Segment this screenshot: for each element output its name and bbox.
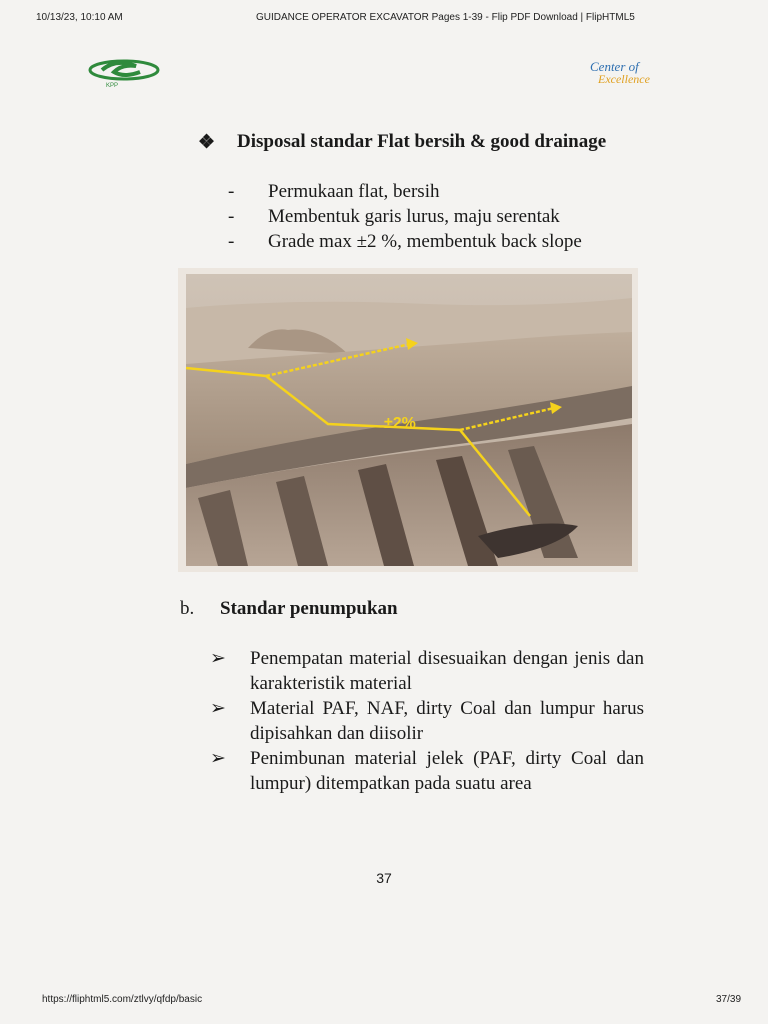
print-title: GUIDANCE OPERATOR EXCAVATOR Pages 1-39 - Flip PDF Download | FlipHTML5 <box>256 12 635 23</box>
print-datetime: 10/13/23, 10:10 AM <box>36 12 123 23</box>
kpp-logo-text: KPP <box>106 83 119 89</box>
section-b-letter: b. <box>180 598 195 619</box>
list-item-text: Membentuk garis lurus, maju serentak <box>268 206 560 227</box>
section-a-list <box>228 179 582 254</box>
arrow-bullet-icon: ➢ <box>210 648 226 669</box>
section-a-title: Disposal standar Flat bersih & good drainage <box>237 131 607 152</box>
section-b-heading <box>180 598 398 620</box>
section-b-list <box>210 646 644 796</box>
list-item-text: Material PAF, NAF, dirty Coal dan lumpur harus dipisahkan dan diisolir <box>250 698 644 744</box>
list-item <box>210 746 644 796</box>
section-b-title: Standar penumpukan <box>220 598 398 619</box>
diamond-bullet-icon: ❖ <box>198 132 216 153</box>
print-footer-url: https://fliphtml5.com/ztlvy/qfdp/basic <box>42 994 203 1005</box>
print-page-count: 37/39 <box>716 994 742 1005</box>
logo-line-1: Center of <box>590 59 639 74</box>
list-item: - Membentuk garis lurus, maju serentak <box>228 206 560 227</box>
page-number: 37 <box>376 870 392 886</box>
list-item <box>210 646 644 696</box>
grade-label: ±2% <box>384 415 416 432</box>
list-item-text: Grade max ±2 %, membentuk back slope <box>268 231 582 252</box>
list-item-text: Permukaan flat, bersih <box>268 181 440 202</box>
arrow-bullet-icon: ➢ <box>210 748 226 769</box>
kpp-logo <box>88 56 168 90</box>
center-of-excellence-logo <box>590 60 670 90</box>
arrow-bullet-icon: ➢ <box>210 698 226 719</box>
list-item: - Permukaan flat, bersih <box>228 181 440 202</box>
list-item-text: Penimbunan material jelek (PAF, dirty Coal dan lumpur) ditempatkan pada suatu area <box>250 748 644 794</box>
list-item: - Grade max ±2 %, membentuk back slope <box>228 231 582 252</box>
list-item <box>210 696 644 746</box>
logo-line-2: Excellence <box>598 72 650 86</box>
list-item-text: Penempatan material disesuaikan dengan jenis dan karakteristik material <box>250 648 644 694</box>
disposal-photo <box>178 268 638 572</box>
